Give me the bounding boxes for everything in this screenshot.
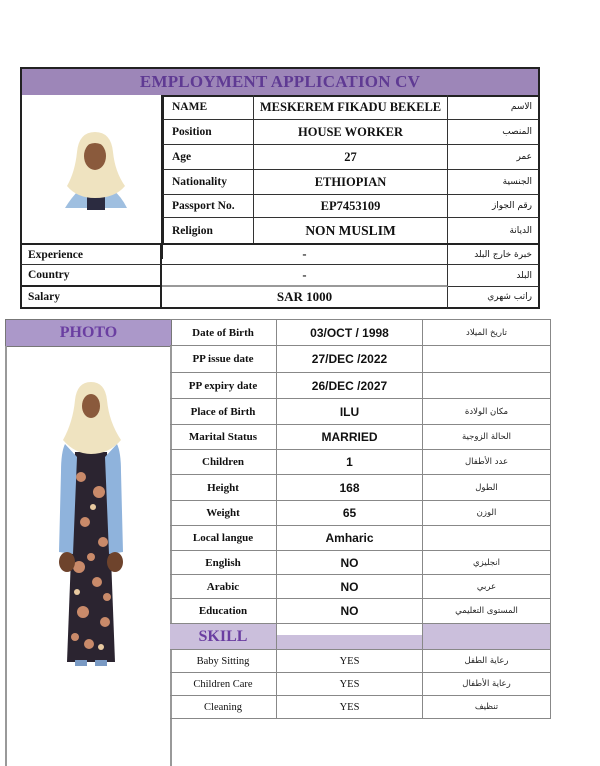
- label: Children Care: [170, 673, 277, 696]
- row-pp-issue: [170, 346, 551, 373]
- label: Arabic: [170, 575, 277, 599]
- arabic-label: المنصب: [448, 120, 540, 145]
- arabic-label: الاسم: [448, 95, 540, 120]
- arabic-label: البلد: [448, 265, 540, 287]
- portrait-photo: [57, 128, 133, 213]
- arabic-label: عمر: [448, 145, 540, 170]
- full-body-photo: [55, 382, 127, 672]
- label: Weight: [170, 501, 277, 526]
- row-education: [170, 599, 551, 624]
- label: Country: [20, 265, 162, 287]
- arabic-label: راتب شهري: [448, 287, 540, 309]
- arabic-label: تاريخ الميلاد: [423, 320, 551, 346]
- value: -: [162, 245, 448, 265]
- value: MARRIED: [277, 425, 423, 450]
- arabic-label: [423, 346, 551, 373]
- label: PP expiry date: [170, 373, 277, 399]
- label: Nationality: [162, 170, 254, 195]
- value: ETHIOPIAN: [254, 170, 448, 195]
- value: YES: [277, 696, 423, 719]
- row-country: [20, 265, 540, 287]
- label: Marital Status: [170, 425, 277, 450]
- row-height: [170, 475, 551, 501]
- label: English: [170, 551, 277, 575]
- label: Cleaning: [170, 696, 277, 719]
- arabic-label: [423, 526, 551, 551]
- document-title: EMPLOYMENT APPLICATION CV: [20, 67, 540, 97]
- value: EP7453109: [254, 195, 448, 218]
- arabic-label: عربي: [423, 575, 551, 599]
- label: NAME: [162, 95, 254, 120]
- label: PP issue date: [170, 346, 277, 373]
- skill-header-row: [170, 624, 551, 650]
- details-table: [5, 319, 551, 762]
- arabic-label: الحالة الزوجية: [423, 425, 551, 450]
- arabic-label: رقم الجواز: [448, 195, 540, 218]
- portrait-photo-cell: [20, 95, 163, 259]
- skill-row-cleaning: [170, 696, 551, 719]
- arabic-label: [423, 373, 551, 399]
- value: YES: [277, 673, 423, 696]
- skill-header-arabic-cell: [423, 624, 551, 650]
- value: 27: [254, 145, 448, 170]
- value: 26/DEC /2027: [277, 373, 423, 399]
- label: Children: [170, 450, 277, 475]
- arabic-label: مكان الولادة: [423, 399, 551, 425]
- row-english: [170, 551, 551, 575]
- row-children: [170, 450, 551, 475]
- skill-row-children-care: [170, 673, 551, 696]
- row-marital-status: [170, 425, 551, 450]
- full-body-photo-cell: [5, 346, 172, 766]
- row-place-of-birth: [170, 399, 551, 425]
- row-passport: [162, 195, 540, 218]
- value: ILU: [277, 399, 423, 425]
- summary-table: [20, 67, 540, 310]
- value: NON MUSLIM: [254, 218, 448, 243]
- value: -: [162, 265, 448, 287]
- value: Amharic: [277, 526, 423, 551]
- label: Salary: [20, 287, 162, 309]
- row-age: [162, 145, 540, 170]
- value: NO: [277, 575, 423, 599]
- label: Experience: [20, 245, 162, 265]
- photo-header: PHOTO: [5, 319, 172, 347]
- label: Local langue: [170, 526, 277, 551]
- row-position: [162, 120, 540, 145]
- value: NO: [277, 551, 423, 575]
- skill-header-value-cell: [277, 624, 423, 650]
- value: HOUSE WORKER: [254, 120, 448, 145]
- row-nationality: [162, 170, 540, 195]
- value: SAR 1000: [162, 287, 448, 309]
- value: 1: [277, 450, 423, 475]
- arabic-label: الديانة: [448, 218, 540, 243]
- label: Height: [170, 475, 277, 501]
- label: Passport No.: [162, 195, 254, 218]
- value: 168: [277, 475, 423, 501]
- label: Place of Birth: [170, 399, 277, 425]
- label: Date of Birth: [170, 320, 277, 346]
- row-name: [162, 95, 540, 120]
- value: 27/DEC /2022: [277, 346, 423, 373]
- arabic-label: الجنسية: [448, 170, 540, 195]
- arabic-label: عدد الأطفال: [423, 450, 551, 475]
- arabic-label: المستوى التعليمي: [423, 599, 551, 624]
- row-weight: [170, 501, 551, 526]
- value: 03/OCT / 1998: [277, 320, 423, 346]
- value: NO: [277, 599, 423, 624]
- row-pp-expiry: [170, 373, 551, 399]
- label: Education: [170, 599, 277, 624]
- arabic-label: خبرة خارج البلد: [448, 245, 540, 265]
- skill-row-baby-sitting: [170, 650, 551, 673]
- value: 65: [277, 501, 423, 526]
- arabic-label: انجليزي: [423, 551, 551, 575]
- label: Age: [162, 145, 254, 170]
- arabic-label: رعاية الطفل: [423, 650, 551, 673]
- arabic-label: الطول: [423, 475, 551, 501]
- label: Religion: [162, 218, 254, 243]
- row-arabic: [170, 575, 551, 599]
- row-local-language: [170, 526, 551, 551]
- label: Position: [162, 120, 254, 145]
- row-religion: [162, 218, 540, 243]
- value: MESKEREM FIKADU BEKELE: [254, 95, 448, 120]
- label: Baby Sitting: [170, 650, 277, 673]
- skill-header: SKILL: [170, 624, 277, 650]
- arabic-label: تنظيف: [423, 696, 551, 719]
- arabic-label: الوزن: [423, 501, 551, 526]
- row-experience: [20, 243, 540, 265]
- arabic-label: رعاية الأطفال: [423, 673, 551, 696]
- value: YES: [277, 650, 423, 673]
- row-salary: [20, 287, 540, 309]
- row-date-of-birth: [170, 319, 551, 346]
